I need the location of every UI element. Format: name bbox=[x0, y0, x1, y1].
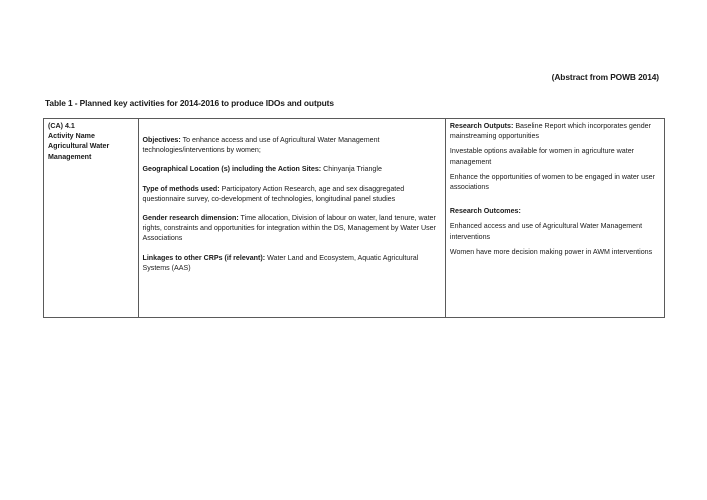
linkages-text: Water Land and Ecosystem, Aquatic Agricultural Systems (AAS) bbox=[142, 253, 419, 272]
results-cell bbox=[445, 119, 664, 318]
outcomes-heading bbox=[450, 206, 660, 216]
activities-table bbox=[43, 118, 665, 318]
location-text: Chinyanja Triangle bbox=[321, 165, 382, 174]
linkages-label: Linkages to other CRPs (if relevant): bbox=[142, 253, 266, 262]
location-label: Geographical Location (s) including the Action Sites: bbox=[142, 165, 322, 174]
objectives-label: Objectives: bbox=[142, 136, 181, 144]
gender-dimension-paragraph bbox=[143, 213, 441, 244]
table-caption: Table 1 - Planned key activities for 2014-2016 to produce IDOs and outputs bbox=[45, 98, 334, 108]
outcome-item: Women have more decision making power in AWM interventions bbox=[449, 247, 653, 256]
objectives-paragraph bbox=[143, 135, 441, 155]
outputs-label: Research Outputs: bbox=[449, 122, 514, 130]
outputs-first-text: Baseline Report which incorporates gender mainstreaming opportunities bbox=[449, 122, 651, 141]
objectives-text: To enhance access and use of Agricultural Water Management technologies/interventions by women; bbox=[142, 136, 380, 155]
outputs-paragraph bbox=[450, 121, 660, 141]
activity-name-line1: Agricultural Water bbox=[48, 142, 110, 151]
activity-cell bbox=[44, 119, 139, 318]
output-item: Investable options available for women in agriculture water management bbox=[449, 147, 635, 166]
abstract-note: (Abstract from POWB 2014) bbox=[551, 72, 659, 82]
gender-dimension-text: Time allocation, Division of labour on water, land tenure, water rights, constraints and opportunities for integration within the DS, Management by Water User Associations bbox=[142, 214, 436, 243]
table-row bbox=[44, 119, 665, 318]
methods-paragraph bbox=[143, 184, 441, 204]
activity-name-label: Activity Name bbox=[48, 132, 95, 141]
outcomes-label: Research Outcomes: bbox=[449, 207, 521, 216]
location-paragraph bbox=[143, 164, 441, 174]
activity-name-line2: Management bbox=[48, 152, 92, 161]
outcome-item: Enhanced access and use of Agricultural Water Management interventions bbox=[449, 222, 643, 241]
linkages-paragraph bbox=[143, 253, 441, 273]
output-item: Enhance the opportunities of women to be engaged in water user associations bbox=[449, 172, 655, 192]
methods-text: Participatory Action Research, age and sex disaggregated questionnaire survey, co-development of technologies, longitudinal panel studies bbox=[142, 184, 405, 203]
gender-dimension-label: Gender research dimension: bbox=[142, 214, 239, 223]
methods-label: Type of methods used: bbox=[142, 184, 220, 193]
details-cell bbox=[138, 119, 445, 318]
activity-code: (CA) 4.1 bbox=[48, 122, 75, 130]
